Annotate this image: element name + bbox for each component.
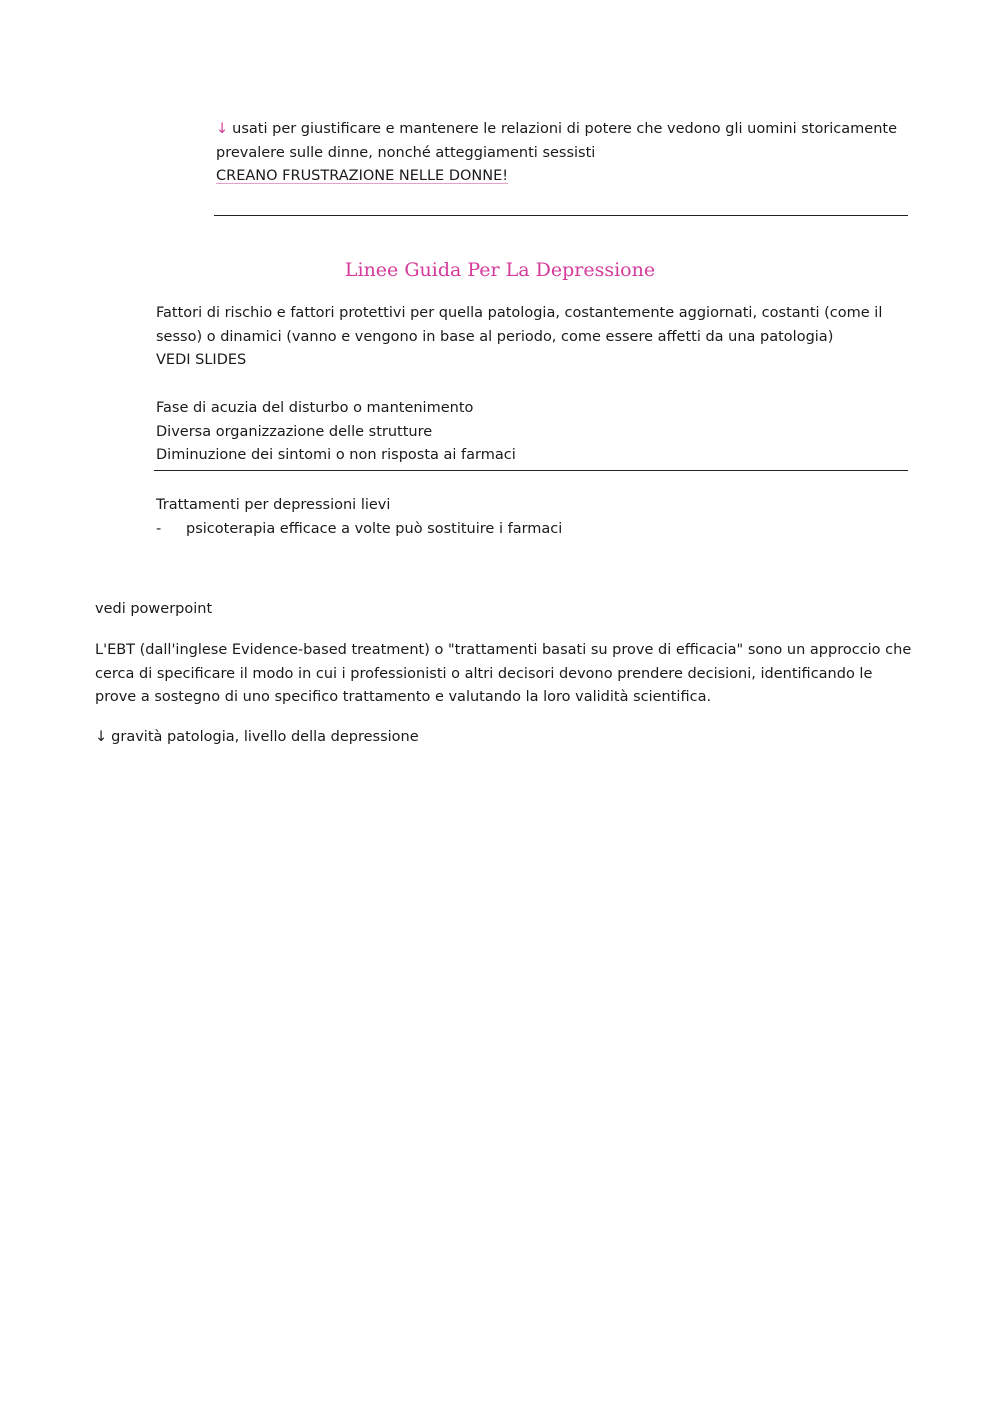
top-divider <box>214 215 908 216</box>
section-heading: Linee Guida Per La Depressione <box>344 259 656 281</box>
ebt-line-2: cerca di specificare il modo in cui i professionisti o altri decisori devono prendere decisioni, identificando le <box>95 665 873 682</box>
phase-divider <box>154 470 908 471</box>
severity-note <box>95 726 419 750</box>
top-note-text-1: usati per giustificare e mantenere le relazioni di potere che vedono gli uomini storicamente <box>232 121 898 137</box>
phase-line-1: Fase di acuzia del disturbo o mantenimento <box>156 400 474 416</box>
arrow-down-icon: ↓ <box>216 121 229 137</box>
phase-line-2: Diversa organizzazione delle strutture <box>156 423 433 440</box>
treatment-bullet-text: psicoterapia efficace a volte può sostituire i farmaci <box>186 520 563 537</box>
ebt-paragraph <box>95 639 915 710</box>
top-note-emphasis: CREANO FRUSTRAZIONE NELLE DONNE! <box>216 168 509 184</box>
powerpoint-note-text: vedi powerpoint <box>95 601 213 617</box>
treatment-bullet <box>156 518 562 542</box>
bullet-marker: - <box>156 520 162 537</box>
risk-line-1: Fattori di rischio e fattori protettivi per quella patologia, costantemente aggiornati, costanti (come il <box>156 305 883 321</box>
top-note-line-2: prevalere sulle dinne, nonché atteggiamenti sessisti <box>216 144 596 161</box>
powerpoint-note <box>95 598 212 622</box>
top-note-line-1 <box>216 118 897 142</box>
severity-text: gravità patologia, livello della depressione <box>111 729 419 745</box>
arrow-down-icon: ↓ <box>95 729 108 745</box>
risk-line-3: VEDI SLIDES <box>156 352 247 368</box>
ebt-line-1: L'EBT (dall'inglese Evidence-based treatment) o "trattamenti basati su prove di efficacia" sono un approccio che <box>95 642 912 658</box>
risk-factors-paragraph <box>156 302 882 373</box>
severity-line <box>95 726 419 750</box>
top-note <box>216 118 897 189</box>
phase-line-3: Diminuzione dei sintomi o non risposta ai farmaci <box>156 447 516 463</box>
treatments-title: Trattamenti per depressioni lievi <box>156 497 391 513</box>
risk-line-2: sesso) o dinamici (vanno e vengono in base al periodo, come essere affetti da una patologia) <box>156 328 834 345</box>
treatments-block <box>156 494 562 541</box>
ebt-line-3: prove a sostegno di uno specifico trattamento e valutando la loro validità scientifica. <box>95 689 712 705</box>
phase-list <box>156 397 516 468</box>
